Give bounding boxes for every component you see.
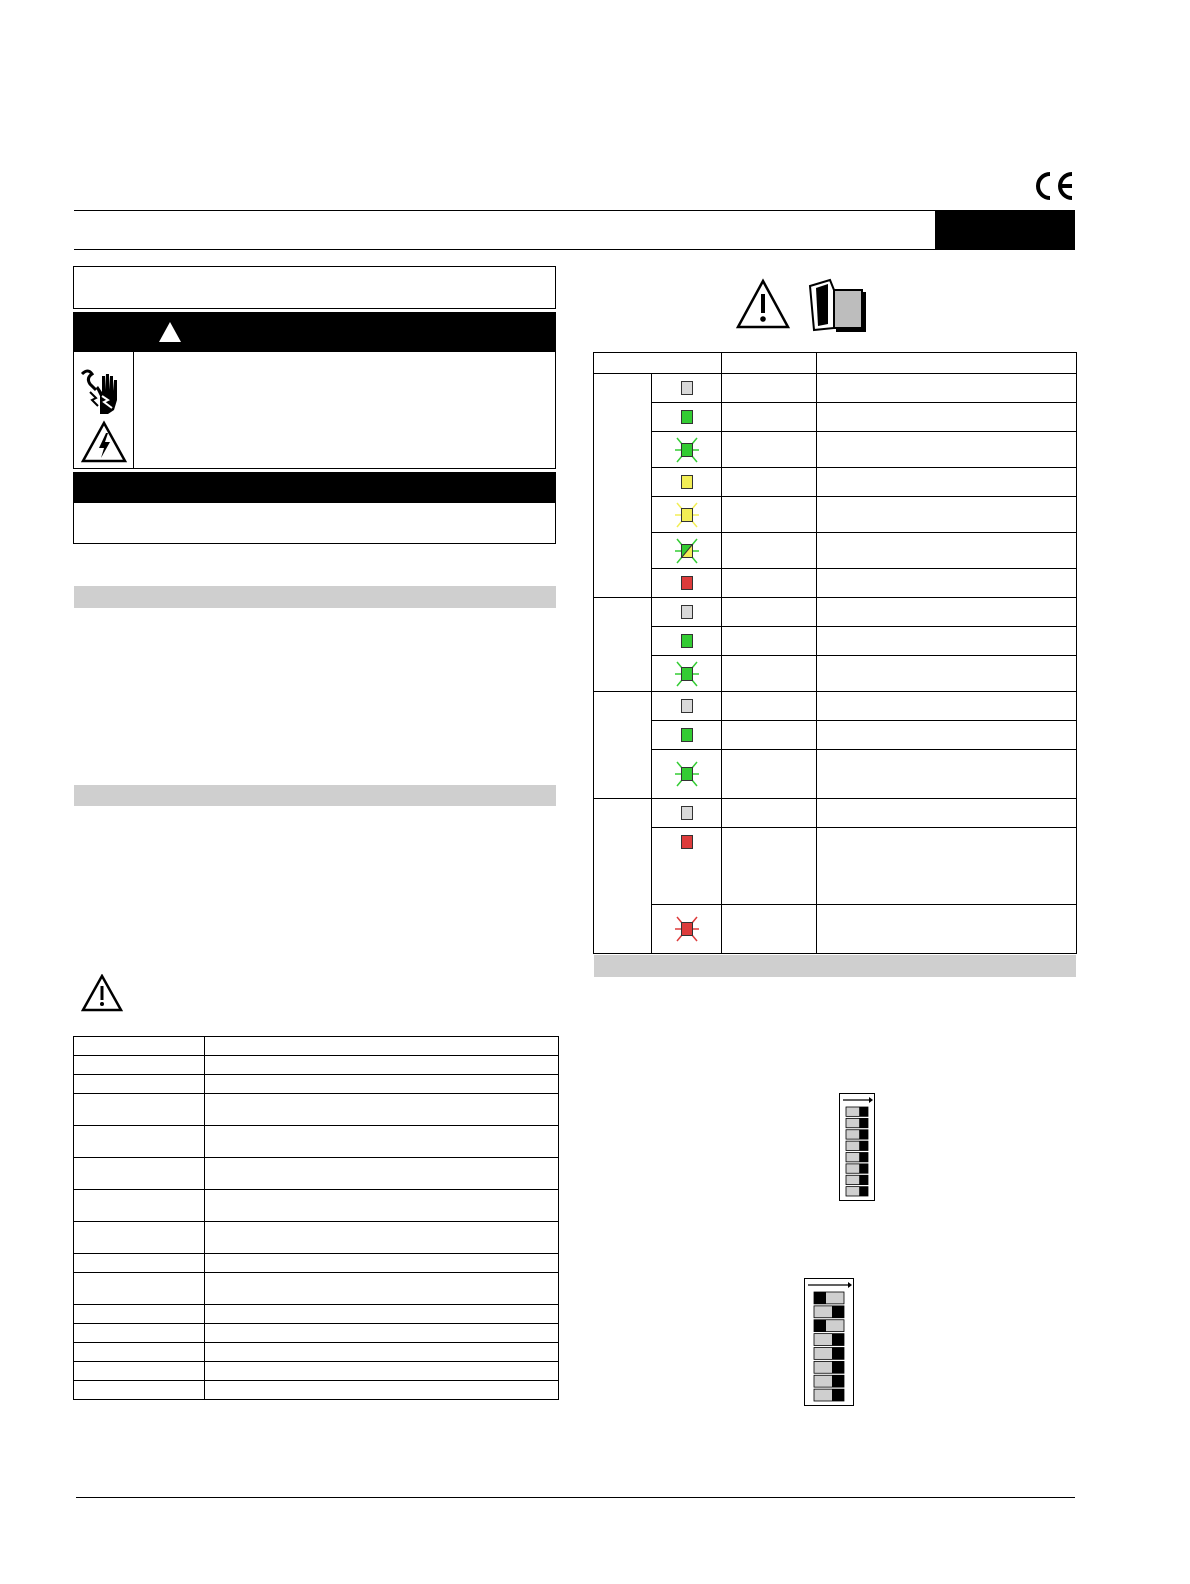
off-led-icon: [675, 692, 699, 720]
table-row: [594, 497, 1077, 533]
section-header-bar-1: [74, 586, 556, 608]
table-row: [594, 569, 1077, 598]
table-row: [74, 1190, 559, 1222]
table-row: [594, 468, 1077, 497]
table-row: [74, 1324, 559, 1343]
table-row: [594, 750, 1077, 799]
yellow-led-icon: [675, 468, 699, 496]
high-voltage-triangle-icon: [80, 420, 128, 464]
off-led-icon: [675, 799, 699, 827]
blinking-green-yellow-led-icon: [675, 537, 699, 565]
blinking-red-led-icon: [675, 915, 699, 943]
section-header-bar-3: [594, 955, 1076, 977]
table-row: [594, 656, 1077, 692]
table-row: [74, 1075, 559, 1094]
table-row: [594, 598, 1077, 627]
header-tab-block: [935, 210, 1075, 250]
warning-triangle-icon: [158, 321, 182, 343]
table-row: [74, 1222, 559, 1254]
off-led-icon: [675, 598, 699, 626]
header-top-rule: [74, 210, 1075, 211]
table-row: [594, 721, 1077, 750]
green-led-icon: [675, 403, 699, 431]
footer-rule: [76, 1497, 1075, 1498]
table-row: [74, 1343, 559, 1362]
electric-shock-hand-icon: [78, 366, 130, 418]
caution-triangle-icon: [735, 278, 791, 330]
table-row: [74, 1273, 559, 1305]
table-row: [74, 1056, 559, 1075]
blinking-yellow-led-icon: [675, 501, 699, 529]
caution-triangle-icon: [81, 974, 123, 1012]
led-status-table: [593, 352, 1077, 954]
table-row: [74, 1254, 559, 1273]
danger-banner: [73, 312, 556, 352]
dip-switch-diagram-2: [804, 1278, 854, 1406]
table-row: [594, 692, 1077, 721]
table-header-row: [594, 353, 1077, 374]
blinking-green-led-icon: [675, 436, 699, 464]
table-row: [74, 1305, 559, 1324]
off-led-icon: [675, 374, 699, 402]
read-manual-book-icon: [806, 278, 868, 334]
danger-content-box: [73, 351, 556, 469]
table-row: [74, 1037, 559, 1056]
red-led-icon: [675, 569, 699, 597]
section-header-bar-2: [74, 785, 556, 806]
specification-table: [73, 1036, 559, 1400]
blinking-green-led-icon: [675, 660, 699, 688]
blinking-green-led-icon: [675, 760, 699, 788]
table-row: [594, 799, 1077, 828]
green-led-icon: [675, 627, 699, 655]
ce-mark-icon: [1030, 170, 1076, 202]
table-row: [594, 403, 1077, 432]
table-row: [74, 1362, 559, 1381]
danger-icon-divider: [133, 351, 134, 469]
table-row: [594, 905, 1077, 954]
table-row: [74, 1158, 559, 1190]
table-row: [74, 1126, 559, 1158]
green-led-icon: [675, 721, 699, 749]
table-row: [594, 432, 1077, 468]
caution-banner: [73, 472, 556, 503]
table-row: [594, 374, 1077, 403]
table-row: [594, 828, 1077, 905]
table-row: [594, 627, 1077, 656]
red-led-icon: [675, 828, 699, 856]
header-bottom-rule: [74, 249, 1075, 250]
table-row: [74, 1381, 559, 1400]
table-row: [594, 533, 1077, 569]
table-row: [74, 1094, 559, 1126]
product-title-box: [73, 266, 556, 309]
caution-content-box: [73, 502, 556, 544]
dip-switch-diagram-1: [839, 1093, 875, 1201]
